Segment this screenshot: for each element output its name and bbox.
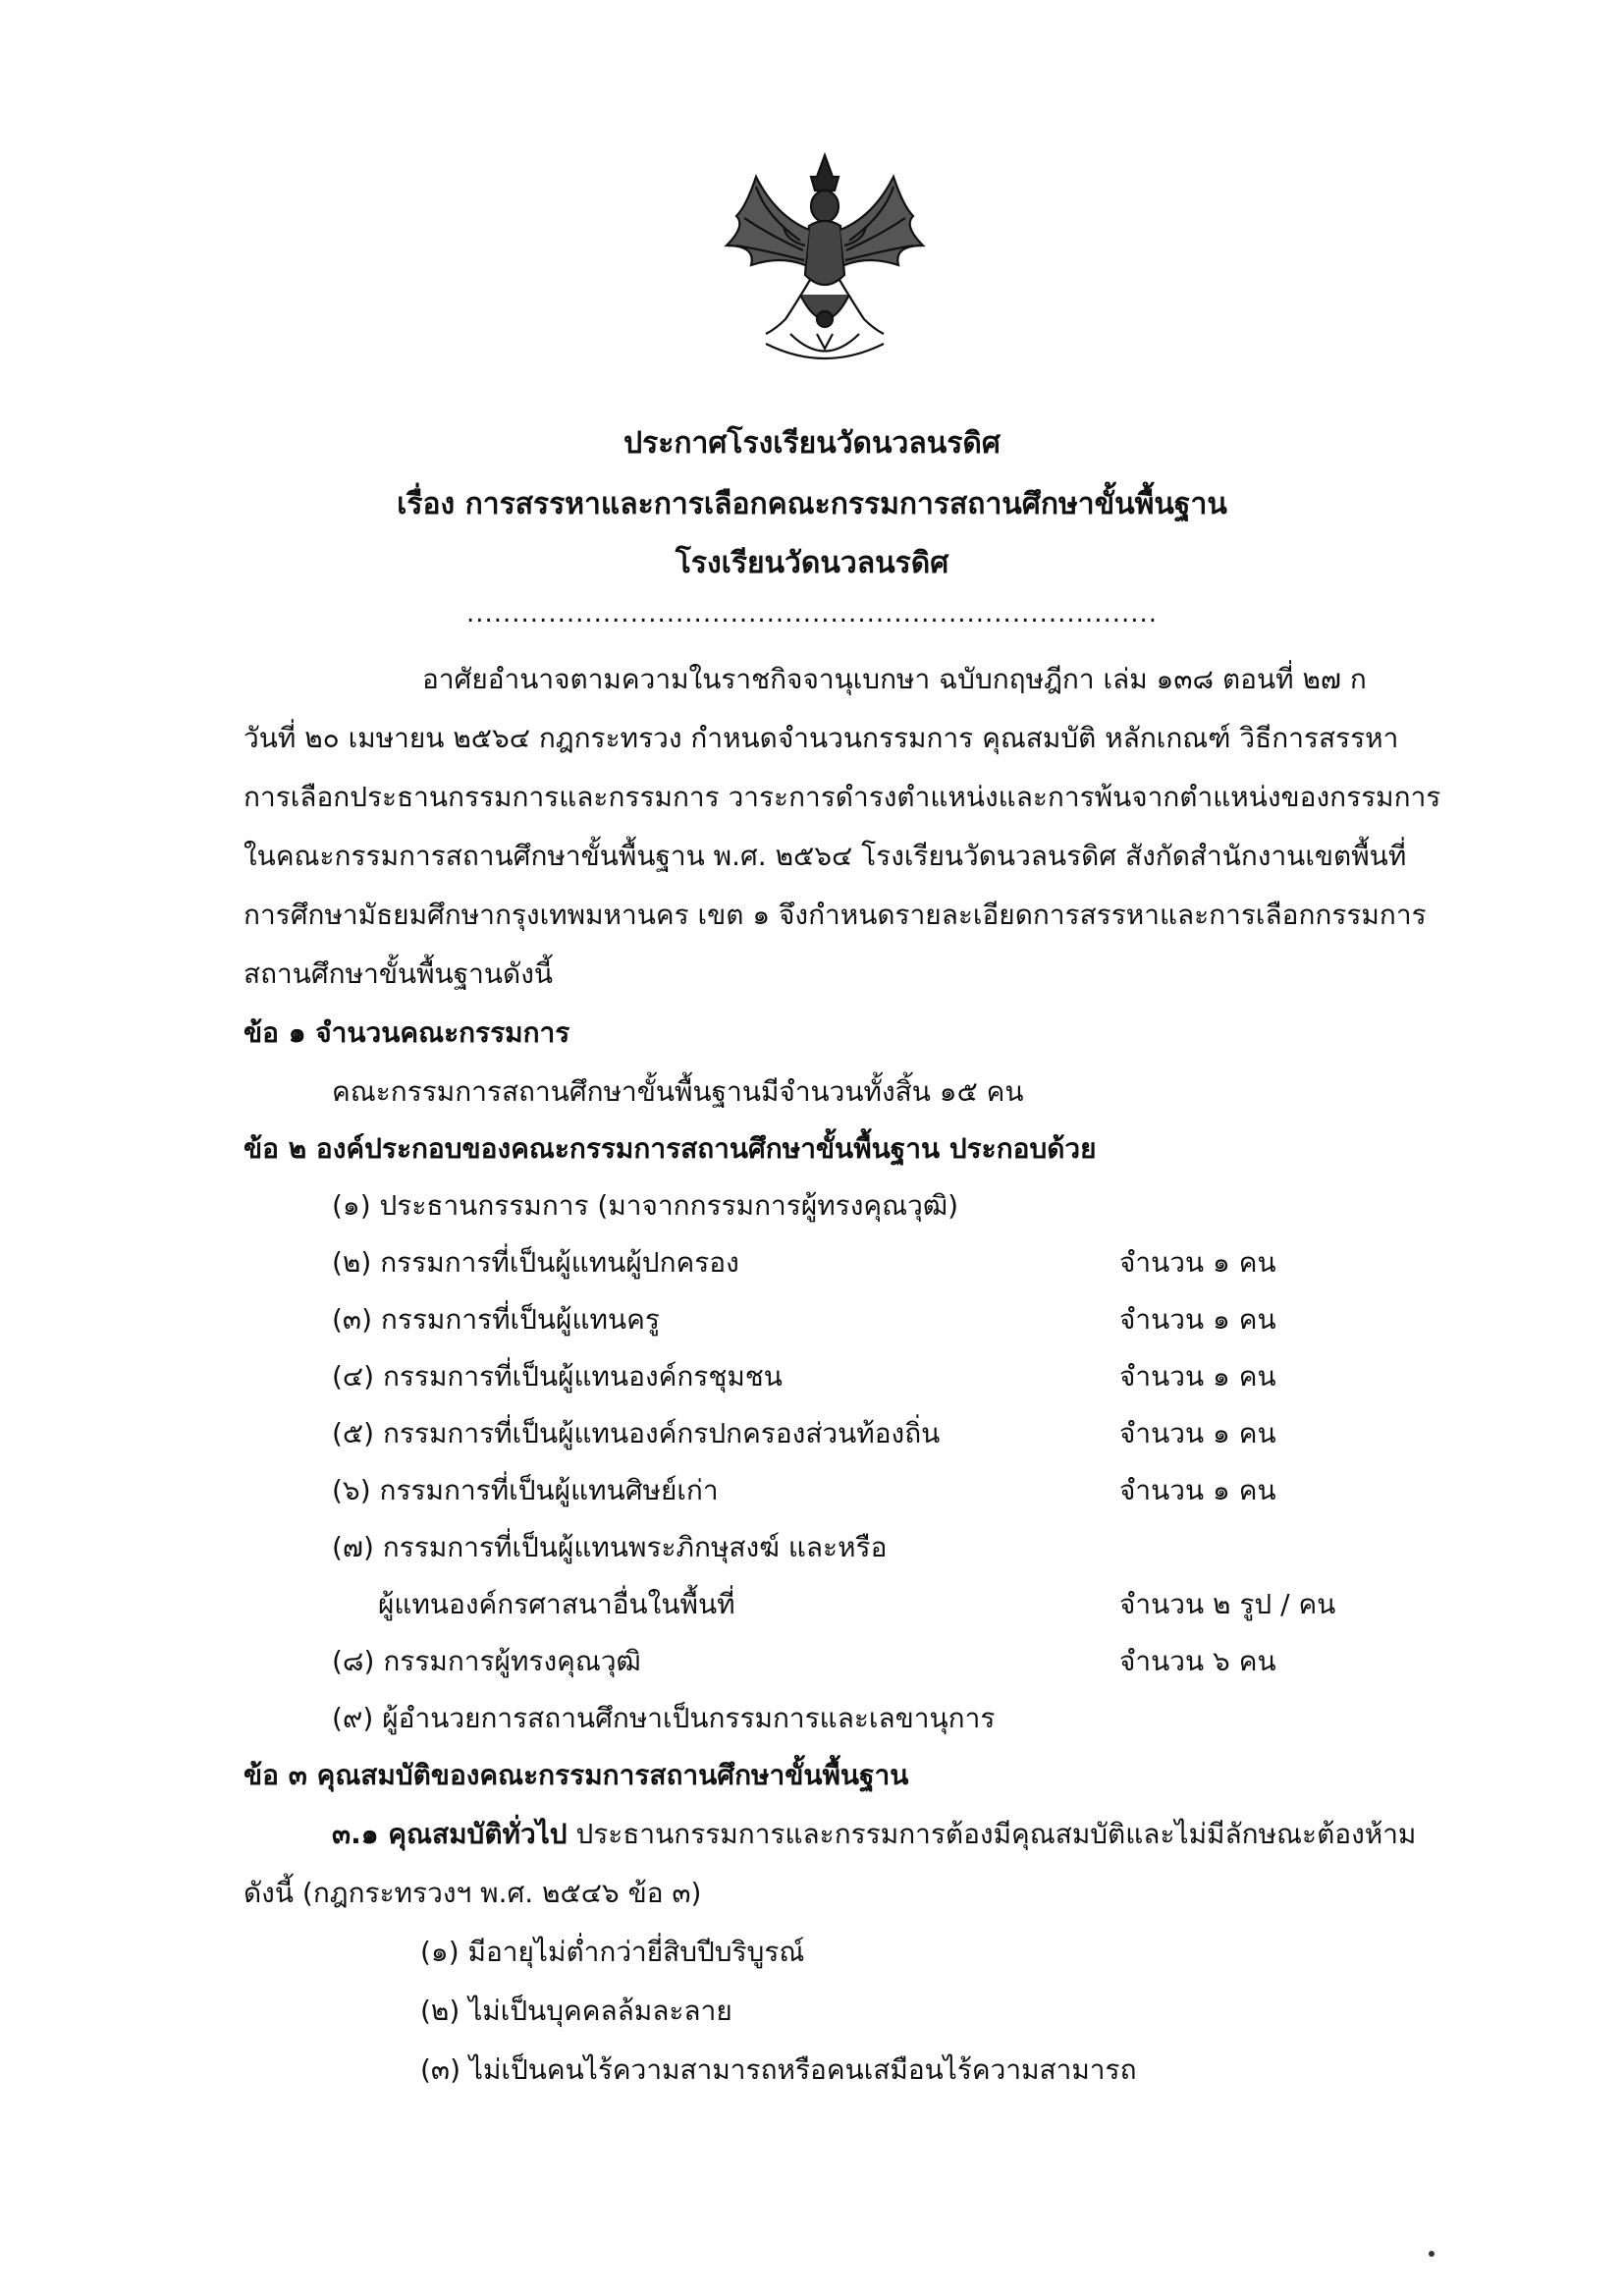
section-1-heading: ข้อ ๑ จำนวนคณะกรรมการ xyxy=(244,1016,570,1049)
qualification-intro xyxy=(332,1813,1416,1856)
qualification-text-2: ดังนี้ (กฎกระทรวงฯ พ.ศ. ๒๕๔๖ ข้อ ๓) xyxy=(244,1877,702,1909)
composition-item: ผู้แทนองค์กรศาสนาอื่นในพื้นที่ xyxy=(378,1588,735,1620)
preamble-line: อาศัยอำนาจตามความในราชกิจจานุเบกษา ฉบับกฤษฎีกา เล่ม ๑๓๘ ตอนที่ ๒๗ ก xyxy=(422,663,1367,695)
composition-item: (๕) กรรมการที่เป็นผู้แทนองค์กรปกครองส่วนท้องถิ่น xyxy=(332,1417,941,1449)
title-line-1: ประกาศโรงเรียนวัดนวลนรดิศ xyxy=(623,426,1001,461)
preamble-line: การศึกษามัธยมศึกษากรุงเทพมหานคร เขต ๑ จึงกำหนดรายละเอียดการสรรหาและการเลือกกรรมการ xyxy=(244,899,1427,931)
composition-amount: จำนวน ๑ คน xyxy=(1119,1246,1276,1279)
title-line-3: โรงเรียนวัดนวลนรดิศ xyxy=(675,546,949,580)
composition-item: (๑) ประธานกรรมการ (มาจากกรรมการผู้ทรงคุณวุฒิ) xyxy=(332,1189,959,1222)
qualification-item: (๑) มีอายุไม่ต่ำกว่ายี่สิบปีบริบูรณ์ xyxy=(420,1936,805,1968)
qualification-text: ประธานกรรมการและกรรมการต้องมีคุณสมบัติและไม่มีลักษณะต้องห้าม xyxy=(567,1818,1417,1850)
composition-amount: จำนวน ๑ คน xyxy=(1119,1474,1276,1506)
preamble-line: วันที่ ๒๐ เมษายน ๒๕๖๔ กฎกระทรวง กำหนดจำนวนกรรมการ คุณสมบัติ หลักเกณฑ์ วิธีการสรรหา xyxy=(244,722,1399,754)
composition-item: (๔) กรรมการที่เป็นผู้แทนองค์กรชุมชน xyxy=(332,1360,783,1393)
composition-item: (๘) กรรมการผู้ทรงคุณวุฒิ xyxy=(332,1645,641,1677)
qualification-subheading: ๓.๑ คุณสมบัติทั่วไป xyxy=(332,1818,568,1850)
qualification-item: (๒) ไม่เป็นบุคคลล้มละลาย xyxy=(420,1995,732,2027)
scan-speck xyxy=(1429,2251,1435,2257)
section-1-body: คณะกรรมการสถานศึกษาขั้นพื้นฐานมีจำนวนทั้งสิ้น ๑๕ คน xyxy=(332,1075,1024,1108)
composition-amount: จำนวน ๒ รูป / คน xyxy=(1119,1588,1336,1620)
composition-amount: จำนวน ๑ คน xyxy=(1119,1303,1276,1336)
garuda-emblem-icon xyxy=(707,147,943,373)
composition-amount: จำนวน ๑ คน xyxy=(1119,1417,1276,1449)
section-3-heading: ข้อ ๓ คุณสมบัติของคณะกรรมการสถานศึกษาขั้นพื้นฐาน xyxy=(244,1759,909,1791)
composition-item: (๙) ผู้อำนวยการสถานศึกษาเป็นกรรมการและเลขานุการ xyxy=(332,1702,996,1734)
title-line-2: เรื่อง การสรรหาและการเลือกคณะกรรมการสถานศึกษาขั้นพื้นฐาน xyxy=(397,487,1227,521)
composition-item: (๖) กรรมการที่เป็นผู้แทนศิษย์เก่า xyxy=(332,1474,719,1506)
composition-amount: จำนวน ๖ คน xyxy=(1119,1645,1276,1677)
section-2-heading: ข้อ ๒ องค์ประกอบของคณะกรรมการสถานศึกษาขั้นพื้นฐาน ประกอบด้วย xyxy=(244,1132,1097,1165)
composition-item: (๗) กรรมการที่เป็นผู้แทนพระภิกษุสงฆ์ และหรือ xyxy=(332,1531,888,1563)
separator-dots: ............................................................................ xyxy=(465,599,1159,629)
composition-item: (๓) กรรมการที่เป็นผู้แทนครู xyxy=(332,1303,660,1336)
preamble-line: สถานศึกษาขั้นพื้นฐานดังนี้ xyxy=(244,957,553,990)
preamble-line: ในคณะกรรมการสถานศึกษาขั้นพื้นฐาน พ.ศ. ๒๕๖๔ โรงเรียนวัดนวลนรดิศ สังกัดสำนักงานเขตพื้นที่ xyxy=(244,840,1407,872)
composition-item: (๒) กรรมการที่เป็นผู้แทนผู้ปกครอง xyxy=(332,1246,739,1279)
composition-amount: จำนวน ๑ คน xyxy=(1119,1360,1276,1393)
qualification-item: (๓) ไม่เป็นคนไร้ความสามารถหรือคนเสมือนไร้ความสามารถ xyxy=(420,2053,1137,2086)
preamble-line: การเลือกประธานกรรมการและกรรมการ วาระการดำรงตำแหน่งและการพ้นจากตำแหน่งของกรรมการ xyxy=(244,781,1441,813)
